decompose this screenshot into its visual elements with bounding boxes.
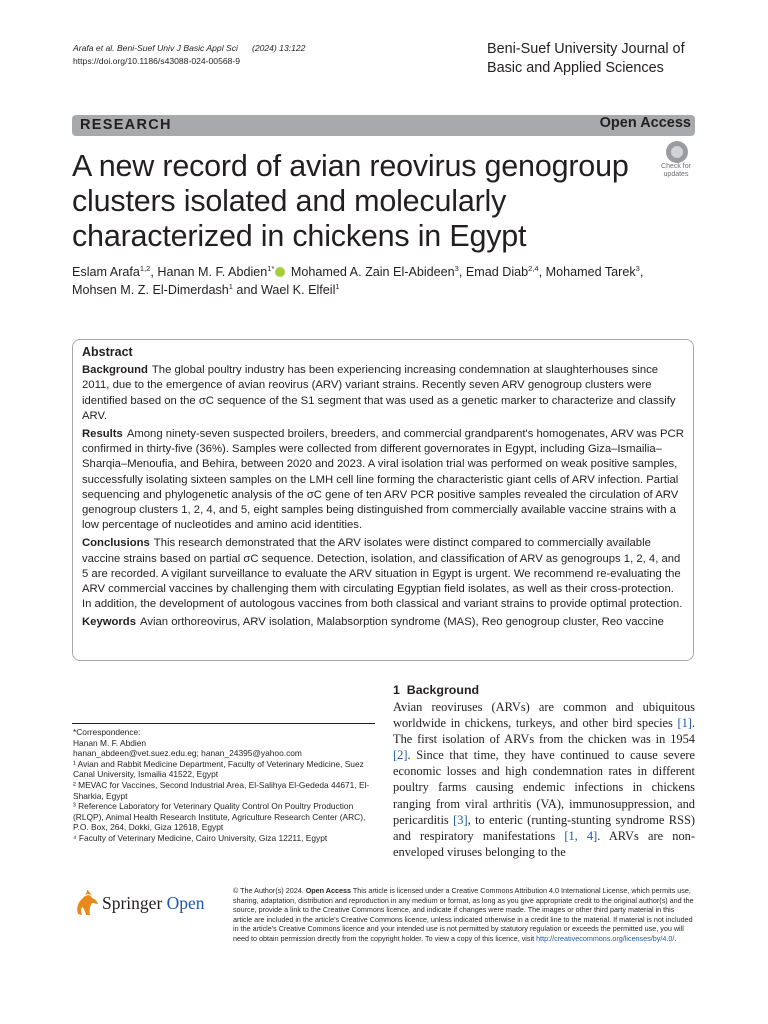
running-header (73, 42, 305, 68)
check-for-updates-icon (666, 141, 688, 163)
publisher-logo[interactable] (72, 888, 222, 920)
section-number: 1 (393, 683, 400, 697)
author-list: Eslam Arafa$^{1,2}$, Hanan M. F. Abdien$^{1*}$ Mohamed A. Zain El-Abideen$^3$, Emad Diab$^{2,4}$, Mohamed Tarek$^3$, Mohsen M. Z. El-Dimerdash$^1$ and Wael K. Elfeil$^1$ (72, 264, 644, 297)
citation-link[interactable]: [3] (453, 812, 468, 827)
section-body (393, 699, 695, 860)
author-affiliation: 1 (228, 282, 233, 291)
journal-name (487, 40, 707, 78)
body-text-2: . The first isolation of ARVs from the chicken was in 1954 (393, 716, 695, 747)
author-name: Eslam Arafa (72, 265, 140, 279)
author[interactable] (157, 265, 287, 279)
footnotes (73, 727, 373, 844)
affiliation-2: ² MEVAC for Vaccines, Second Industrial Area, El-Salihya El-Gededa 44671, El-Sharkia, Egypt (73, 779, 370, 801)
copyright: © The Author(s) 2024. (233, 886, 304, 895)
citation-link[interactable]: [2] (393, 748, 408, 763)
author-name: Mohsen M. Z. El-Dimerdash (72, 283, 229, 297)
conclusions-text: This research demonstrated that the ARV isolates were distinct compared to commercially available vaccine strains based on partial σC sequence. Detection, isolation, and classification of ARV as genogroups 1, 2, 4, and 5 are recorded. A vigilant surveillance to evaluate the ARV situation in Egypt is urgent. We recommend re-evaluating the ARV commercial vaccines by challenging them with circulating Egyptian field isolates, as well as their cross-protection. In addition, the development of autologous vaccines from both classical and variant strains to provide optimal protection. (82, 537, 683, 611)
author[interactable] (466, 265, 539, 279)
journal-line-2: Basic and Applied Sciences (487, 60, 664, 76)
body-text-4: , to enteric (runting-stunting syndrome RSS) and respiratory manifestations (393, 812, 695, 843)
results-label: Results (82, 428, 123, 441)
author[interactable] (72, 283, 233, 297)
author[interactable] (546, 265, 640, 279)
article-type-label: RESEARCH (80, 117, 172, 133)
abstract-results (82, 427, 686, 533)
author-name: Mohamed Tarek (545, 265, 636, 279)
abstract-keywords (82, 615, 686, 630)
abstract-background (82, 363, 686, 424)
license-end: . (674, 933, 677, 943)
body-text-3: . Since that time, they have continued to cause severe economic losses and high condemnation rates in different poultry farms causing endemic infections in chickens ranging from viral arthritis (VA), immunosuppression, and pericarditis (393, 748, 695, 827)
author[interactable] (261, 283, 340, 297)
keywords-label: Keywords (82, 616, 136, 629)
article-title: A new record of avian reovirus genogroup clusters isolated and molecularly characterized in chickens in Egypt (72, 149, 629, 253)
orcid-icon[interactable] (275, 267, 285, 277)
body-text-5: . ARVs are non-enveloped viruses belonging to the (393, 828, 695, 859)
citation-link[interactable]: [1] (677, 716, 692, 731)
correspondence-label: *Correspondence: (73, 727, 141, 737)
citation-link[interactable]: [1, 4] (564, 828, 598, 843)
abstract-heading: Abstract (82, 345, 133, 359)
check-line-2: updates (663, 171, 689, 178)
body-text-1: Avian reoviruses (ARVs) are common and ubiquitous worldwide in chickens, turkeys, and other bird species (393, 700, 695, 731)
author[interactable] (291, 265, 459, 279)
citation: Arafa et al. Beni-Suef Univ J Basic Appl Sci (73, 43, 238, 53)
author-name: Hanan M. F. Abdien (157, 265, 268, 279)
doi-link[interactable]: https://doi.org/10.1186/s43088-024-00568-9 (73, 56, 241, 66)
open-access-label: Open Access (599, 115, 691, 131)
check-for-updates-badge[interactable] (654, 141, 698, 181)
open-text: Open (166, 893, 205, 913)
author-name: Mohamed A. Zain El-Abideen (290, 265, 455, 279)
check-line-1: Check for (661, 163, 691, 170)
check-for-updates-text (654, 163, 698, 179)
footnote-rule (72, 723, 375, 724)
license-link[interactable]: http://creativecommons.org/licenses/by/4.0/ (536, 933, 675, 943)
springer-text: Springer (102, 893, 163, 913)
license-text: This article is licensed under a Creative Commons Attribution 4.0 International License, which permits use, sharing, adaptation, distribution and reproduction in any medium or format, as long as you give appropriate credit to the original author(s) and the source, provide a link to the Creative Commons licence, and indicate if changes were made. The images or other third party material in this article are included in the article's Creative Commons licence, unless indicated otherwise in a credit line to the material. If material is not included in the article's Creative Commons licence and your intended use is not permitted by statutory regulation or exceeds the permitted use, you will need to obtain permission directly from the copyright holder. To view a copy of this licence, visit (233, 886, 694, 943)
journal-line-1: Beni-Suef University Journal of (487, 41, 685, 57)
author-name: Wael K. Elfeil (260, 283, 336, 297)
abstract-box (72, 339, 694, 661)
author-affiliation: 2,4 (528, 264, 539, 273)
keywords-text: Avian orthoreovirus, ARV isolation, Malabsorption syndrome (MAS), Reo genogroup cluster, Reo vaccine (140, 616, 664, 629)
author-name: Emad Diab (465, 265, 529, 279)
license-open-access: Open Access (305, 886, 351, 895)
background-text: The global poultry industry has been experiencing increasing condemnation at slaughterhouses since 2011, due to the emergence of avian reovirus (ARV) variant strains. Recently seven ARV genogroup clusters were identified based on the σC sequence of the S1 segment that was used as a genetic marker to characterize and classify ARV. (82, 364, 676, 422)
license-notice (233, 886, 695, 944)
section-title: Background (406, 683, 480, 697)
affiliation-1: ¹ Avian and Rabbit Medicine Department, Faculty of Veterinary Medicine, Suez Canal University, Ismailia 41522, Egypt (73, 758, 364, 780)
affiliation-4: ⁴ Faculty of Veterinary Medicine, Cairo University, Giza 12211, Egypt (73, 832, 328, 843)
publisher-name (102, 893, 205, 914)
springer-horse-icon (72, 888, 100, 918)
section-heading (393, 683, 479, 697)
author-affiliation: 1,2 (139, 264, 151, 273)
results-text: Among ninety-seven suspected broilers, breeders, and commercial grandparent's homogenates, ARV was PCR confirmed in thirty-five (36%). Samples were collected from different governorates in Egypt, including Giza–Ismailia–Sharqia–Menoufia, and Behira, between 2020 and 2023. A viral isolation trial was performed on weak positive samples, successfully isolating sixteen samples on the LMH cell line forming the characteristic giant cells of ARV infection. Partial sequencing and phylogenetic analysis of the σC gene of ten ARV PCR positive samples revealed the circulation of ARV genogroup clusters 1, 2, 4, and 5, eight samples being distinguished from commercially available vaccine strains with a low percentage of nucleotides and amino acid identities. (82, 428, 684, 532)
author-affiliation: 3 (454, 264, 459, 273)
background-label: Background (82, 364, 148, 377)
abstract-conclusions (82, 536, 686, 612)
correspondence-name: Hanan M. F. Abdien (73, 737, 147, 748)
conclusions-label: Conclusions (82, 537, 150, 550)
author[interactable] (72, 265, 150, 279)
author-affiliation: 1 (335, 282, 340, 291)
year-volume: (2024) 13:122 (251, 43, 306, 53)
correspondence-email[interactable]: hanan_abdeen@vet.suez.edu.eg; hanan_24395@yahoo.com (73, 748, 302, 759)
affiliation-3: ³ Reference Laboratory for Veterinary Quality Control On Poultry Production (RLQP), Animal Health Research Institute, Agriculture Research Center (ARC), P.O. Box, 264, Dokki, Giza 12618, Egypt (73, 801, 366, 833)
author-affiliation: 1* (267, 264, 275, 273)
author-affiliation: 3 (635, 264, 640, 273)
